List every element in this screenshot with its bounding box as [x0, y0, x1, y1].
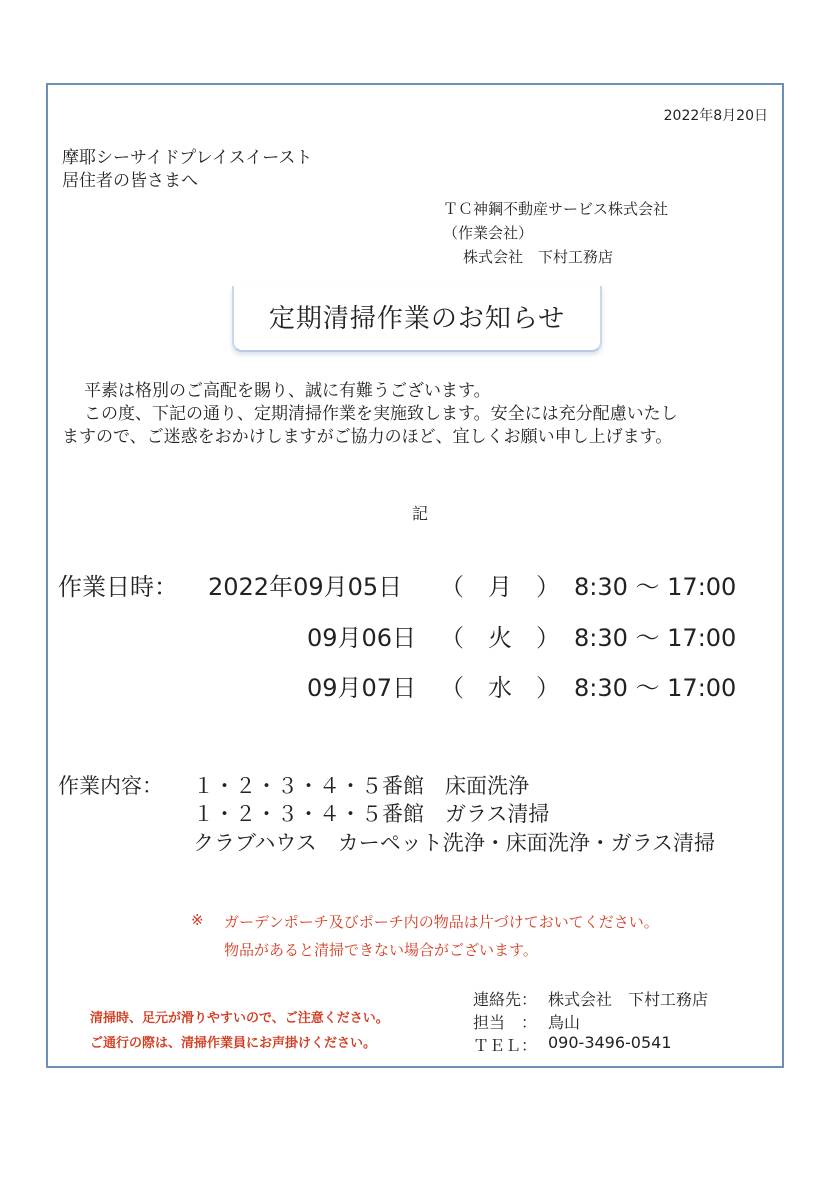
warning-line-1: 清掃時、足元が滑りやすいので、ご注意ください。	[90, 1011, 389, 1026]
content-line: １・２・３・４・５番館 ガラス清掃	[193, 802, 550, 826]
recipient-residents: 居住者の皆さまへ	[62, 171, 198, 191]
contractor-label: （作業会社）	[443, 224, 534, 242]
schedule-time: 8:30 ～ 17:00	[574, 674, 737, 702]
greeting-line: 平素は格別のご高配を賜り、誠に有難うございます。	[84, 381, 491, 401]
schedule-date: 2022年09月05日	[208, 573, 403, 601]
body-line-1: この度、下記の通り、定期清掃作業を実施致します。安全には充分配慮いたし	[84, 404, 678, 424]
content-line: クラブハウス カーペット洗浄・床面洗浄・ガラス清掃	[193, 831, 716, 855]
person-label: 担当 ：	[473, 1013, 538, 1032]
schedule-day: （ 水 ）	[440, 674, 560, 702]
content-line: １・２・３・４・５番館 床面洗浄	[193, 774, 529, 798]
note-mark: ※	[191, 911, 204, 929]
tel-label: ＴＥＬ：	[473, 1036, 538, 1055]
schedule-date: 09月06日	[307, 624, 417, 652]
company-name: ＴＣ神鋼不動産サービス株式会社	[443, 200, 669, 218]
schedule-day: （ 火 ）	[440, 624, 560, 652]
ki-mark: 記	[411, 504, 428, 523]
person-name: 鳥山	[548, 1013, 581, 1032]
contractor-name: 株式会社 下村工務店	[463, 248, 614, 266]
schedule-day: （ 月 ）	[440, 573, 560, 601]
tel-number: 090-3496-0541	[548, 1033, 672, 1052]
contact-company: 株式会社 下村工務店	[548, 990, 709, 1009]
note-line-2: 物品があると清掃できない場合がございます。	[224, 941, 538, 959]
contact-label: 連絡先：	[473, 990, 538, 1009]
schedule-time: 8:30 ～ 17:00	[574, 624, 737, 652]
page-title: 定期清掃作業のお知らせ	[268, 304, 566, 334]
note-line-1: ガーデンポーチ及びポーチ内の物品は片づけておいてください。	[224, 913, 659, 931]
recipient-building: 摩耶シーサイドプレイスイースト	[62, 148, 313, 168]
schedule-label: 作業日時：	[58, 573, 178, 601]
content-label: 作業内容：	[58, 774, 163, 798]
schedule-date: 09月07日	[307, 674, 417, 702]
body-line-2: ますので、ご迷惑をおかけしますがご協力のほど、宜しくお願い申し上げます。	[62, 427, 673, 447]
schedule-time: 8:30 ～ 17:00	[574, 573, 737, 601]
warning-line-2: ご通行の際は、清掃作業員にお声掛けください。	[90, 1036, 377, 1051]
title-box	[232, 286, 602, 352]
issue-date: 2022年8月20日	[663, 108, 768, 124]
